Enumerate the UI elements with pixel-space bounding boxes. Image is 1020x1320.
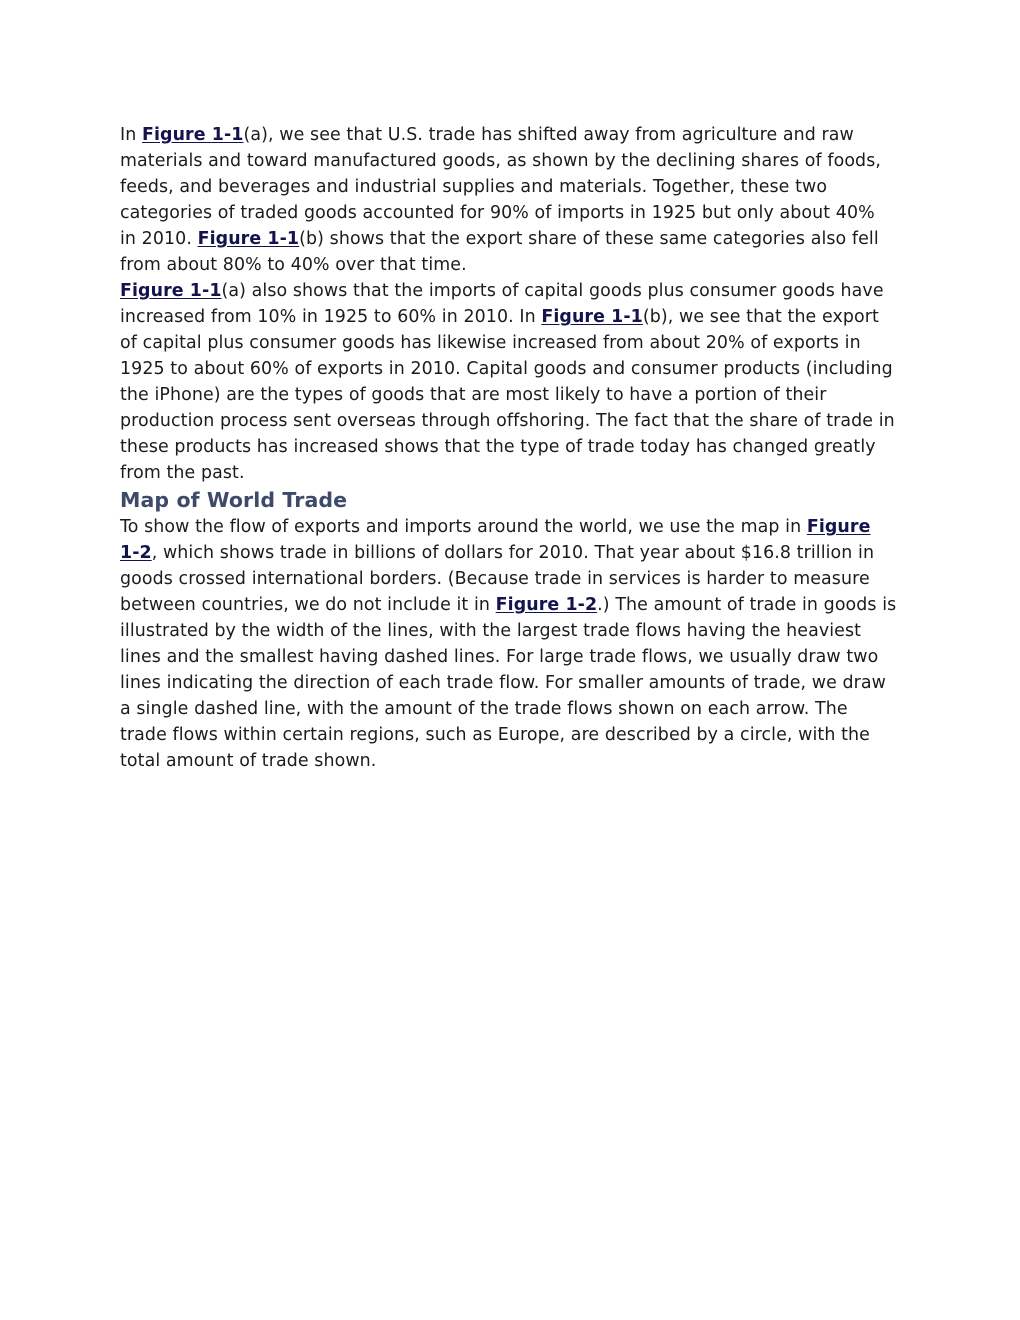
text-run: (b) shows that the export share of these same categories also fell <box>299 229 879 249</box>
text-line: illustrated by the width of the lines, with the largest trade flows having the heaviest <box>120 621 862 641</box>
text-run: , which shows trade in billions of dollars for 2010. That year about $16.8 trillion in <box>151 543 875 563</box>
document-page <box>120 122 906 774</box>
text-run: (b), we see that the export <box>642 307 879 327</box>
paragraph-capital-consumer-goods <box>120 278 906 486</box>
text-line <box>120 592 906 618</box>
text-run: To show the flow of exports and imports around the world, we use the map in <box>120 517 807 537</box>
text-line: these products has increased shows that the type of trade today has changed greatly <box>120 437 876 457</box>
figure-1-1-link[interactable]: Figure 1-1 <box>120 281 222 301</box>
section-heading: Map of World Trade <box>120 488 348 512</box>
paragraph-figure-1-1-overview <box>120 122 906 278</box>
text-line <box>120 226 906 252</box>
text-line <box>120 540 906 566</box>
text-line: total amount of trade shown. <box>120 751 377 771</box>
text-line <box>120 122 906 148</box>
text-run: .) The amount of trade in goods is <box>597 595 897 615</box>
text-run: In <box>120 125 142 145</box>
figure-1-2-link[interactable]: Figure 1-2 <box>495 595 598 615</box>
text-line: production process sent overseas through offshoring. The fact that the share of trade in <box>120 411 895 431</box>
text-line: categories of traded goods accounted for 90% of imports in 1925 but only about 40% <box>120 203 875 223</box>
figure-1-1-link[interactable]: Figure 1-1 <box>197 229 300 249</box>
text-line: a single dashed line, with the amount of the trade flows shown on each arrow. The <box>120 699 848 719</box>
figure-1-2-link-part-2[interactable]: 1-2 <box>120 543 152 563</box>
figure-1-1-link[interactable]: Figure 1-1 <box>141 125 244 145</box>
text-line: the iPhone) are the types of goods that are most likely to have a portion of their <box>120 385 827 405</box>
text-line <box>120 278 906 304</box>
text-line: lines and the smallest having dashed lines. For large trade flows, we usually draw two <box>120 647 879 667</box>
figure-1-1-link[interactable]: Figure 1-1 <box>541 307 643 327</box>
text-run: between countries, we do not include it in <box>120 595 496 615</box>
text-line: goods crossed international borders. (Because trade in services is harder to measure <box>120 569 870 589</box>
text-line: from the past. <box>120 463 245 483</box>
text-line <box>120 304 906 330</box>
text-run: increased from 10% in 1925 to 60% in 2010. In <box>120 307 542 327</box>
text-line: materials and toward manufactured goods, as shown by the declining shares of foods, <box>120 151 881 171</box>
text-line <box>120 514 906 540</box>
text-line: 1925 to about 60% of exports in 2010. Capital goods and consumer products (including <box>120 359 893 379</box>
text-line: trade flows within certain regions, such as Europe, are described by a circle, with the <box>120 725 870 745</box>
paragraph-world-trade-map <box>120 514 906 774</box>
text-line: feeds, and beverages and industrial supplies and materials. Together, these two <box>120 177 828 197</box>
text-run: (a), we see that U.S. trade has shifted away from agriculture and raw <box>243 125 854 145</box>
text-line: of capital plus consumer goods has likewise increased from about 20% of exports in <box>120 333 861 353</box>
text-run: in 2010. <box>120 229 198 249</box>
text-line: lines indicating the direction of each trade flow. For smaller amounts of trade, we draw <box>120 673 887 693</box>
figure-1-2-link-part-1[interactable]: Figure <box>806 517 871 537</box>
text-run: (a) also shows that the imports of capital goods plus consumer goods have <box>221 281 884 301</box>
text-line: from about 80% to 40% over that time. <box>120 255 467 275</box>
